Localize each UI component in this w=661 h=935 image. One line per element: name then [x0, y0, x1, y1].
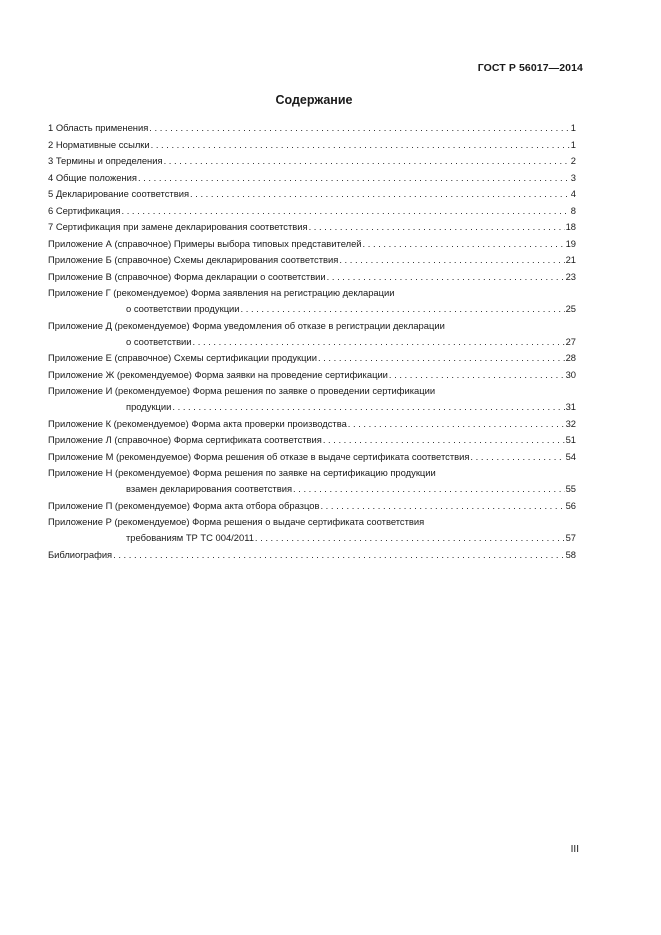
toc-entry-title: о соответствии продукции	[126, 303, 240, 314]
toc-entry-title: Приложение П (рекомендуемое) Форма акта отбора образцов	[48, 499, 320, 511]
toc-entry-page: 4	[570, 188, 576, 199]
toc-entry-page: 18	[565, 221, 576, 232]
toc-entry-page: 32	[565, 417, 576, 429]
toc-entry-title: Приложение Р (рекомендуемое) Форма решения о выдаче сертификата соответствия	[48, 516, 425, 527]
toc-entry-title: требованиям ТР ТС 004/2011	[126, 532, 254, 543]
toc-entry-page: 8	[570, 204, 576, 216]
toc-dot-leader	[363, 236, 565, 253]
toc-entry-page: 56	[565, 499, 576, 511]
toc-title: Содержание	[275, 93, 353, 107]
toc-entry[interactable]	[48, 186, 576, 203]
toc-entry[interactable]	[48, 120, 576, 137]
toc-entry-title: Приложение М (рекомендуемое) Форма решения об отказе в выдаче сертификата соответствия	[48, 450, 470, 462]
toc-dot-leader	[164, 153, 570, 170]
toc-dot-leader	[122, 203, 570, 220]
toc-entry-page: 1	[570, 122, 576, 133]
toc-entry-page: 30	[565, 368, 576, 380]
toc-dot-leader	[190, 186, 570, 203]
toc-entry-title: Приложение Е (справочное) Схемы сертификации продукции	[48, 352, 317, 363]
table-of-contents	[48, 120, 576, 563]
toc-dot-leader	[320, 498, 564, 515]
toc-entry-title: 2 Нормативные ссылки	[48, 138, 150, 150]
toc-entry[interactable]	[48, 383, 576, 416]
toc-entry[interactable]	[48, 367, 576, 384]
toc-dot-leader	[470, 449, 564, 466]
toc-entry-title: 6 Сертификация	[48, 204, 121, 216]
toc-entry-title: 7 Сертификация при замене декларирования соответствия	[48, 221, 308, 232]
toc-entry-page: 25	[565, 303, 576, 314]
page-number: III	[570, 844, 579, 855]
toc-entry-title: Приложение К (рекомендуемое) Форма акта проверки производства	[48, 417, 347, 429]
toc-dot-leader	[339, 252, 564, 269]
toc-entry[interactable]	[48, 137, 576, 154]
toc-entry-title: 1 Область применения	[48, 122, 149, 133]
toc-entry-title: Приложение В (справочное) Форма декларации о соответствии	[48, 270, 326, 282]
toc-entry-title: 5 Декларирование соответствия	[48, 188, 190, 199]
toc-dot-leader	[309, 219, 565, 236]
toc-entry-title: Приложение Н (рекомендуемое) Форма решения по заявке на сертификацию продукции	[48, 467, 436, 478]
toc-entry-page: 23	[565, 270, 576, 282]
toc-entry-title: Приложение А (справочное) Примеры выбора типовых представителей	[48, 237, 362, 249]
toc-dot-leader	[151, 137, 570, 154]
toc-entry[interactable]	[48, 252, 576, 269]
toc-dot-leader	[318, 350, 565, 367]
toc-entry-title: Библиография	[48, 548, 113, 560]
toc-entry[interactable]	[48, 203, 576, 220]
toc-entry[interactable]	[48, 498, 576, 515]
toc-entry-page: 54	[565, 450, 576, 462]
toc-dot-leader	[149, 120, 569, 137]
toc-entry-title: 4 Общие положения	[48, 171, 137, 183]
toc-entry-page: 2	[570, 155, 576, 166]
toc-entry-page: 3	[570, 171, 576, 183]
toc-dot-leader	[255, 530, 565, 547]
toc-dot-leader	[293, 481, 565, 498]
toc-entry-title: Приложение Б (справочное) Схемы декларирования соответствия	[48, 254, 339, 265]
toc-entry-title: Приложение Г (рекомендуемое) Форма заявления на регистрацию декларации	[48, 287, 395, 298]
toc-entry-page: 58	[565, 548, 576, 560]
toc-dot-leader	[172, 399, 564, 416]
toc-entry[interactable]	[48, 547, 576, 564]
toc-entry[interactable]	[48, 236, 576, 253]
toc-entry[interactable]	[48, 449, 576, 466]
document-code: ГОСТ Р 56017—2014	[477, 62, 583, 74]
toc-entry[interactable]	[48, 465, 576, 498]
toc-dot-leader	[113, 547, 564, 564]
toc-entry[interactable]	[48, 269, 576, 286]
toc-entry-page: 1	[570, 138, 576, 150]
toc-dot-leader	[348, 416, 565, 433]
toc-entry[interactable]	[48, 285, 576, 318]
toc-dot-leader	[241, 301, 565, 318]
toc-entry[interactable]	[48, 416, 576, 433]
toc-entry-title: Приложение И (рекомендуемое) Форма решения по заявке о проведении сертификации	[48, 385, 436, 396]
toc-entry-title: продукции	[126, 401, 172, 412]
toc-entry-page: 27	[565, 335, 576, 347]
toc-entry[interactable]	[48, 514, 576, 547]
toc-entry-page: 55	[565, 483, 576, 494]
toc-entry[interactable]	[48, 318, 576, 351]
toc-entry[interactable]	[48, 170, 576, 187]
toc-entry-title: 3 Термины и определения	[48, 155, 163, 166]
toc-entry-page: 57	[565, 532, 576, 543]
toc-dot-leader	[327, 269, 565, 286]
toc-dot-leader	[323, 432, 565, 449]
toc-dot-leader	[389, 367, 565, 384]
toc-entry-title: Приложение Ж (рекомендуемое) Форма заявки на проведение сертификации	[48, 368, 388, 380]
toc-entry-title: о соответствии	[126, 335, 192, 347]
toc-entry[interactable]	[48, 219, 576, 236]
toc-entry-page: 19	[565, 237, 576, 249]
toc-entry[interactable]	[48, 432, 576, 449]
toc-entry-page: 31	[565, 401, 576, 412]
toc-entry-page: 51	[565, 434, 576, 445]
toc-dot-leader	[138, 170, 570, 187]
toc-dot-leader	[193, 334, 565, 351]
toc-entry-title: взамен декларирования соответствия	[126, 483, 293, 494]
toc-entry-title: Приложение Д (рекомендуемое) Форма уведомления об отказе в регистрации декларации	[48, 319, 445, 331]
toc-entry-page: 21	[565, 254, 576, 265]
toc-entry[interactable]	[48, 153, 576, 170]
toc-entry-title: Приложение Л (справочное) Форма сертификата соответствия	[48, 434, 322, 445]
toc-entry[interactable]	[48, 350, 576, 367]
toc-entry-page: 28	[565, 352, 576, 363]
